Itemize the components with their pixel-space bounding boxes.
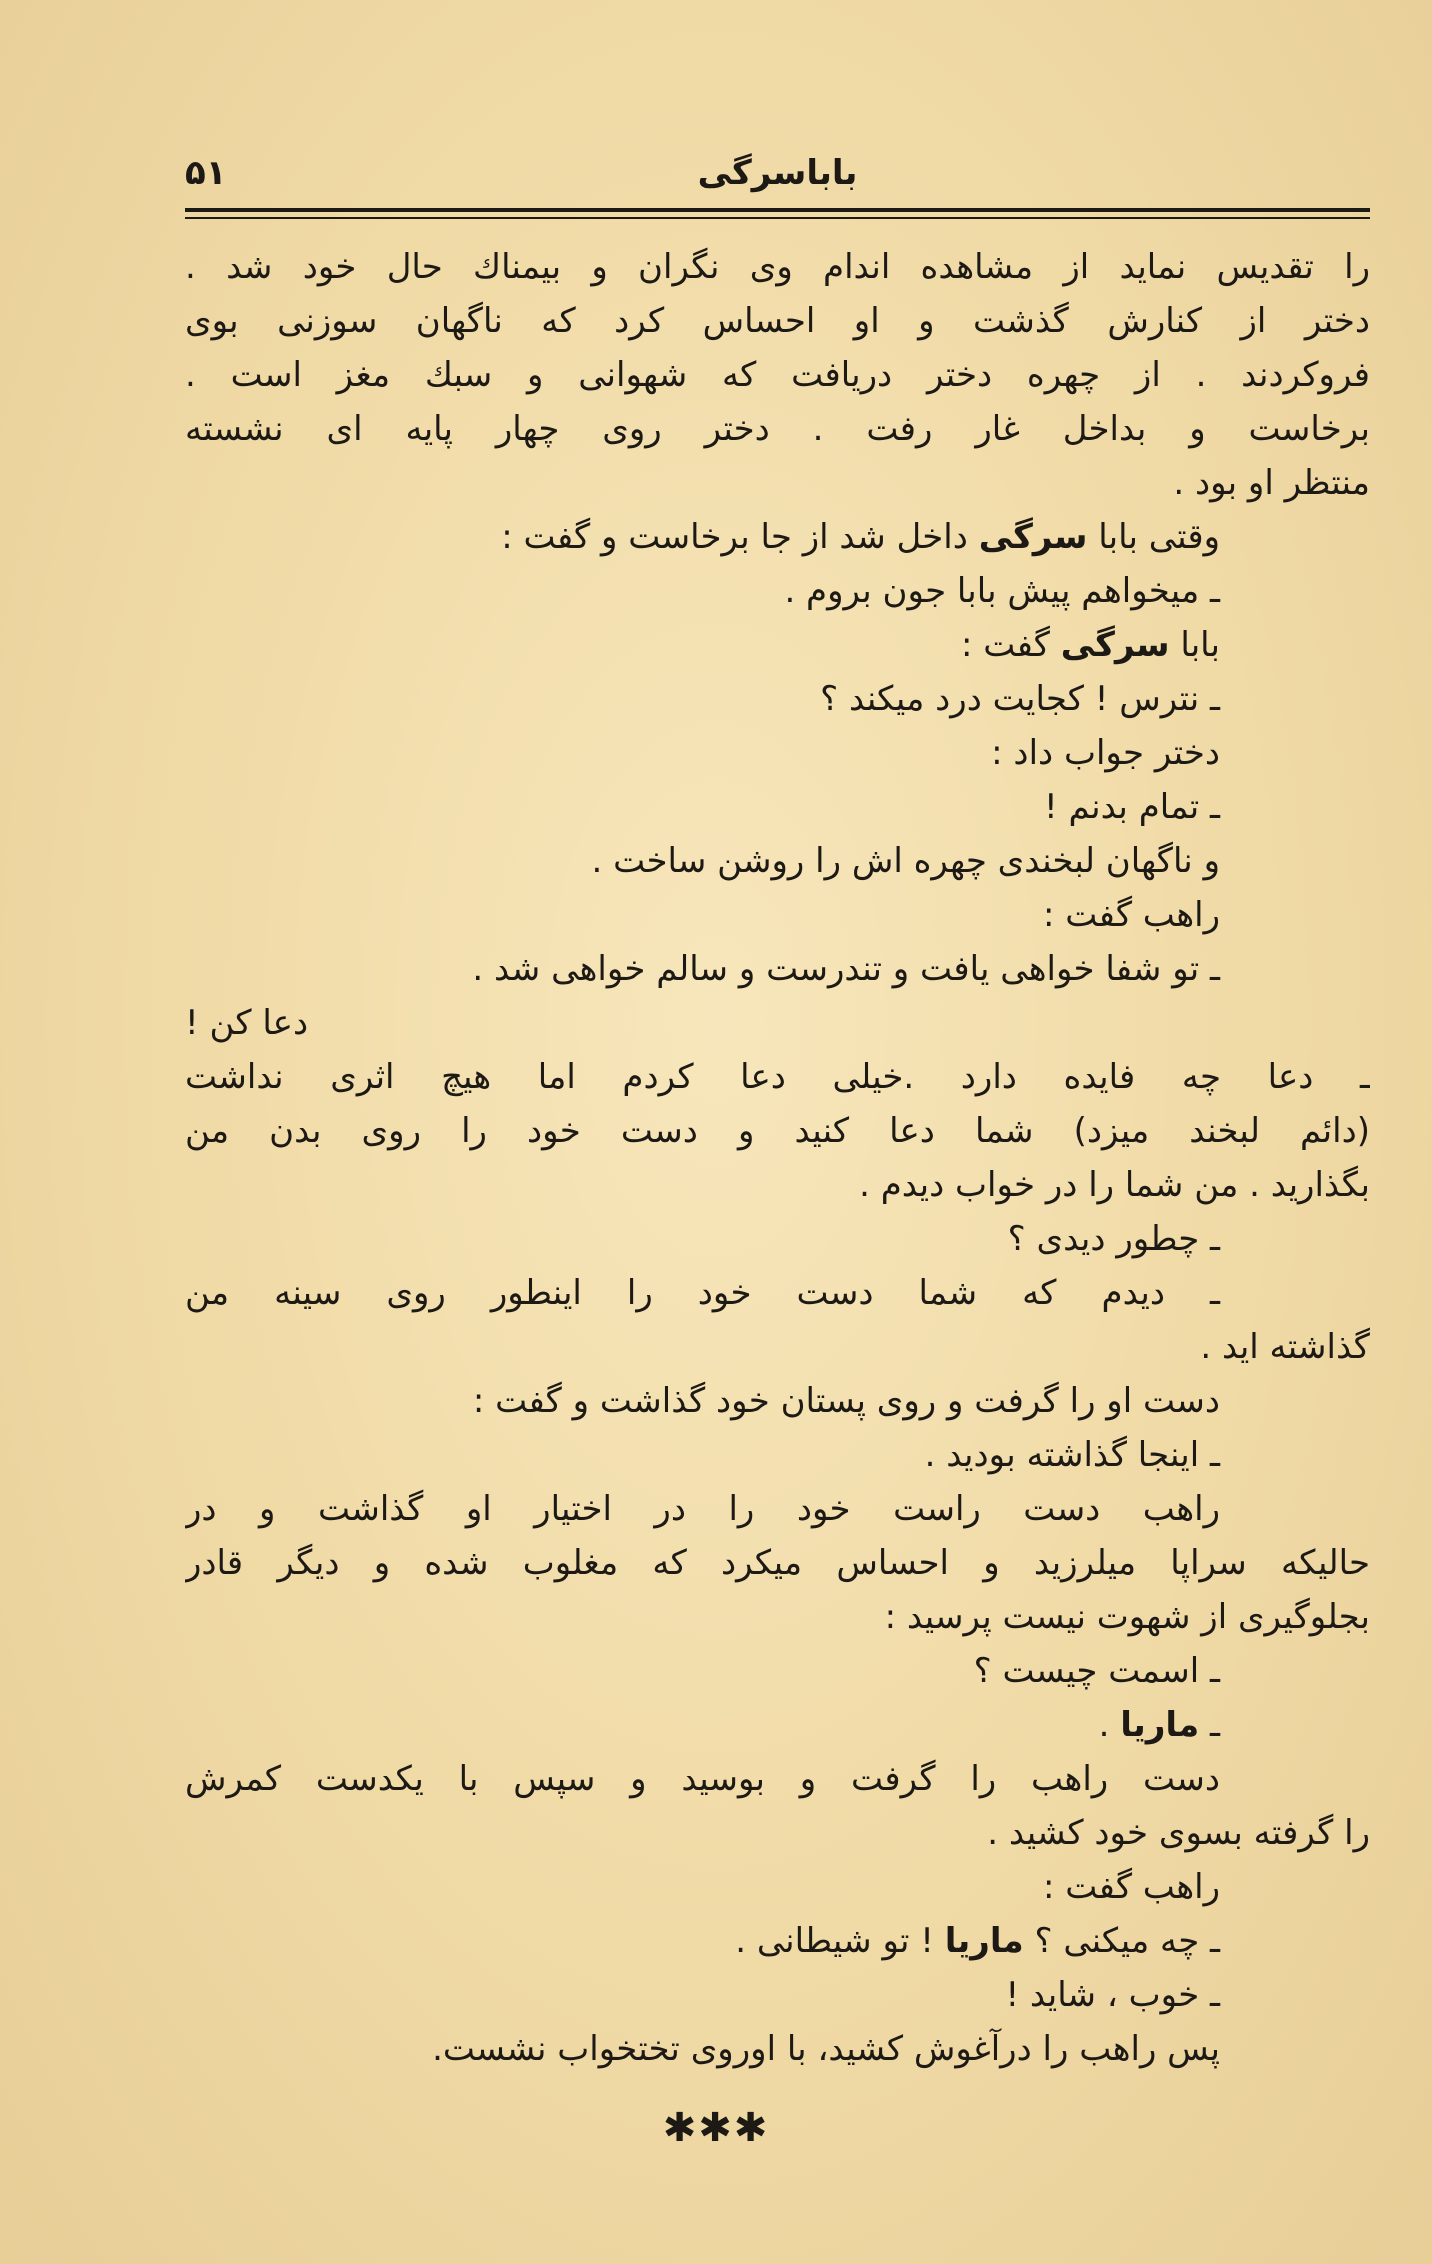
text-line: ـ تمام بدنم !: [1044, 787, 1220, 827]
text-line: پس راهب را درآغوش کشید، با اوروی تختخواب نشست.: [432, 2029, 1220, 2069]
text-line: ـ اینجا گذاشته بودید .: [924, 1435, 1220, 1475]
text-line: ـ میخواهم پیش بابا جون بروم .: [784, 571, 1220, 611]
text-line: دختر جواب داد :: [991, 733, 1220, 773]
text-line: را گرفته بسوی خود کشید .: [987, 1813, 1370, 1853]
line-text: بابا: [1169, 625, 1220, 665]
text-line: [185, 510, 1370, 564]
text-line: گذاشته اید .: [1200, 1327, 1370, 1367]
text-line: فروکردند . از چهره دختر دریافت که شهوانی و سبك مغز است .: [185, 355, 1370, 395]
section-ornament: ✱✱✱: [662, 2105, 770, 2151]
page-number: ۵۱: [185, 153, 227, 193]
text-line: ـ خوب ، شاید !: [1005, 1975, 1220, 2015]
character-name: سرگی: [978, 517, 1088, 557]
text-line: و ناگهان لبخندی چهره اش را روشن ساخت .: [591, 841, 1220, 881]
text-line: راهب دست راست خود را در اختیار او گذاشت و در: [185, 1489, 1220, 1529]
text-line: راهب گفت :: [1042, 1867, 1220, 1907]
character-name: سرگی: [1060, 625, 1170, 665]
text-line: را تقدیس نماید از مشاهده اندام وی نگران و بیمناك حال خود شد .: [185, 247, 1370, 287]
text-line: ـ اسمت چیست ؟: [973, 1651, 1220, 1691]
header-rule-thin: [185, 217, 1370, 219]
character-name: ماریا: [944, 1921, 1024, 1961]
line-text: .: [1098, 1705, 1121, 1745]
text-line: حالیکه سراپا میلرزید و احساس میکرد که مغلوب شده و دیگر قادر: [185, 1543, 1370, 1583]
page-header: [185, 148, 1370, 198]
text-line: دعا کن !: [185, 1003, 309, 1043]
text-line: ـ تو شفا خواهی یافت و تندرست و سالم خواهی شد .: [472, 949, 1220, 989]
header-rule-thick: [185, 208, 1370, 212]
line-text: ـ: [1199, 1705, 1220, 1745]
text-line: راهب گفت :: [1042, 895, 1220, 935]
text-line: ـ دیدم که شما دست خود را اینطور روی سینه من: [185, 1273, 1220, 1313]
line-text: ـ چه میکنی ؟: [1023, 1921, 1220, 1961]
character-name: ماریا: [1120, 1705, 1200, 1745]
text-line: بجلوگیری از شهوت نیست پرسید :: [884, 1597, 1370, 1637]
text-line: [185, 618, 1370, 672]
text-line: ـ نترس ! کجایت درد میکند ؟: [820, 679, 1220, 719]
text-line: ـ دعا چه فایده دارد .خیلی دعا کردم اما هیچ اثری نداشت: [185, 1057, 1370, 1097]
text-line: دختر از کنارش گذشت و او احساس کرد که ناگهان سوزنی بوی: [185, 301, 1370, 341]
text-line: دست راهب را گرفت و بوسید و سپس با یکدست کمرش: [185, 1759, 1220, 1799]
text-line: ـ چطور دیدی ؟: [1007, 1219, 1220, 1259]
text-line: [185, 1698, 1370, 1752]
text-line: برخاست و بداخل غار رفت . دختر روی چهار پایه ای نشسته: [185, 409, 1370, 449]
line-text: گفت :: [960, 625, 1061, 665]
text-line: (دائم لبخند میزد) شما دعا کنید و دست خود را روی بدن من: [185, 1111, 1370, 1151]
text-line: منتظر او بود .: [1173, 463, 1370, 503]
line-text: داخل شد از جا برخاست و گفت :: [501, 517, 979, 557]
line-text: ! تو شیطانی .: [735, 1921, 945, 1961]
body-text: [185, 240, 1370, 2076]
running-title: باباسرگی: [697, 153, 858, 193]
line-text: وقتی بابا: [1087, 517, 1220, 557]
text-line: دست او را گرفت و روی پستان خود گذاشت و گفت :: [472, 1381, 1220, 1421]
text-line: بگذارید . من شما را در خواب دیدم .: [859, 1165, 1370, 1205]
text-line: [185, 1914, 1370, 1968]
